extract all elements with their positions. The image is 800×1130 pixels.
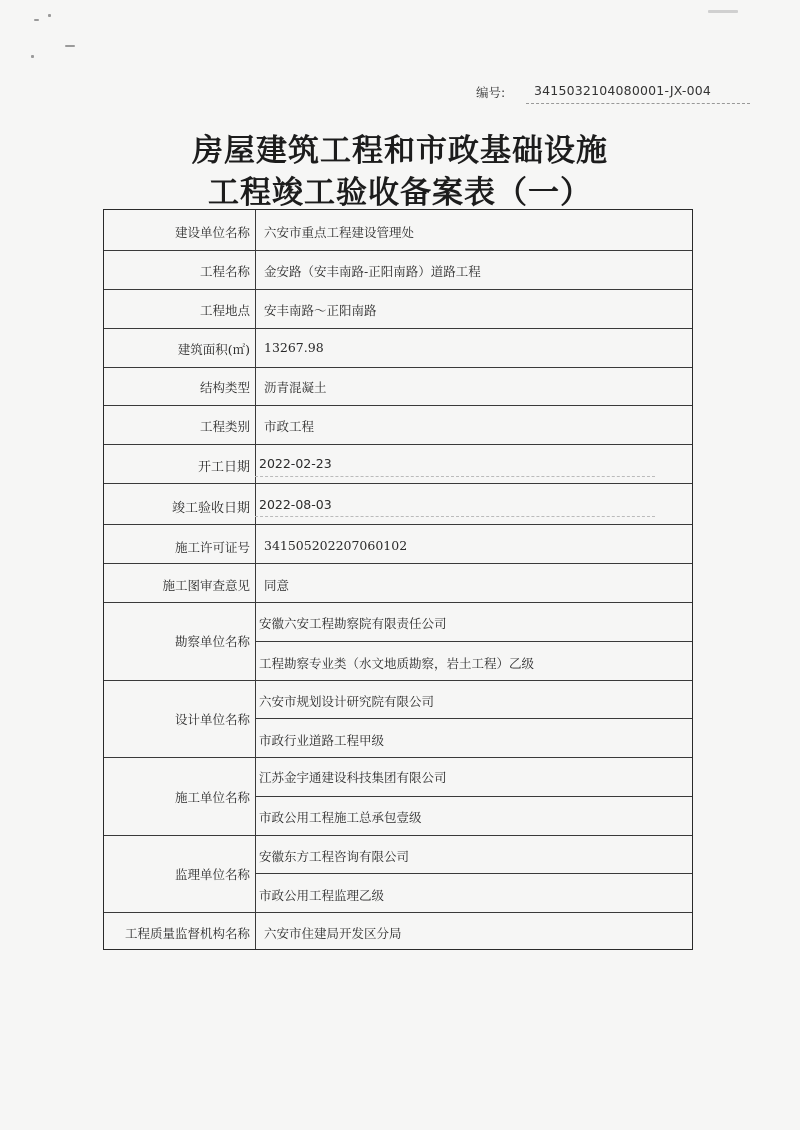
label-project-name: 工程名称: [199, 264, 250, 279]
value-survey-unit-name: 安徽六安工程勘察院有限责任公司: [259, 616, 447, 631]
label-project-category: 工程类别: [199, 419, 250, 434]
document-number: [476, 82, 750, 104]
label-construction-unit: 施工单位名称: [174, 790, 250, 805]
label-permit-number: 施工许可证号: [174, 540, 250, 555]
document-number-value: 3415032104080001-JX-004: [534, 83, 712, 98]
row-divider: [104, 835, 692, 836]
row-divider: [104, 757, 692, 758]
value-start-date: 2022-02-23: [259, 456, 332, 471]
row-divider: [255, 796, 692, 797]
row-divider: [104, 367, 692, 368]
page-title-line2: 工程竣工验收备案表（一）: [208, 175, 592, 211]
label-survey-unit: 勘察单位名称: [174, 634, 250, 649]
filing-form-table: [103, 209, 693, 950]
fill-underline: [255, 476, 655, 477]
value-quality-agency: 六安市住建局开发区分局: [264, 926, 402, 941]
document-number-label: 编号:: [476, 85, 506, 100]
value-floor-area: 13267.98: [264, 340, 324, 355]
row-divider: [104, 563, 692, 564]
label-start-date: 开工日期: [197, 460, 250, 475]
row-divider: [104, 912, 692, 913]
row-divider: [104, 680, 692, 681]
value-structure-type: 沥青混凝土: [264, 380, 327, 395]
column-divider: [255, 210, 256, 949]
row-divider: [104, 328, 692, 329]
label-construction-owner: 建设单位名称: [174, 225, 250, 240]
label-design-unit: 设计单位名称: [174, 712, 250, 727]
value-construction-unit-qualification: 市政公用工程施工总承包壹级: [259, 810, 422, 825]
value-design-unit-qualification: 市政行业道路工程甲级: [259, 733, 385, 748]
document-number-underline: [526, 103, 750, 104]
value-permit-number: 341505202207060102: [264, 538, 408, 553]
label-project-location: 工程地点: [199, 303, 250, 318]
scan-speck: [31, 55, 34, 58]
value-project-name: 金安路（安丰南路-正阳南路）道路工程: [264, 264, 481, 279]
value-construction-unit-name: 江苏金宇通建设科技集团有限公司: [259, 770, 447, 785]
row-divider: [104, 250, 692, 251]
row-divider: [104, 405, 692, 406]
value-drawing-review: 同意: [264, 578, 290, 593]
row-divider: [255, 873, 692, 874]
row-divider: [104, 483, 692, 484]
label-drawing-review: 施工图审查意见: [162, 578, 250, 593]
label-quality-agency: 工程质量监督机构名称: [124, 926, 250, 941]
value-supervision-unit-name: 安徽东方工程咨询有限公司: [259, 849, 410, 864]
row-divider: [255, 641, 692, 642]
label-supervision-unit: 监理单位名称: [174, 867, 250, 882]
scan-speck: [708, 10, 738, 13]
scan-speck: [65, 45, 75, 47]
fill-underline: [255, 516, 655, 517]
page-title-line1: 房屋建筑工程和市政基础设施: [192, 133, 608, 169]
value-construction-owner: 六安市重点工程建设管理处: [264, 225, 415, 240]
row-divider: [255, 718, 692, 719]
label-structure-type: 结构类型: [199, 380, 250, 395]
value-completion-date: 2022-08-03: [259, 497, 332, 512]
label-completion-date: 竣工验收日期: [171, 501, 250, 516]
row-divider: [104, 524, 692, 525]
scan-speck: [48, 14, 51, 17]
value-project-location: 安丰南路～正阳南路: [264, 303, 377, 318]
value-survey-unit-qualification: 工程勘察专业类（水文地质勘察，岩土工程）乙级: [259, 656, 535, 671]
value-supervision-unit-qualification: 市政公用工程监理乙级: [259, 888, 385, 903]
value-design-unit-name: 六安市规划设计研究院有限公司: [259, 694, 435, 709]
row-divider: [104, 602, 692, 603]
scan-speck: [34, 19, 39, 21]
row-divider: [104, 289, 692, 290]
value-project-category: 市政工程: [264, 419, 315, 434]
row-divider: [104, 444, 692, 445]
label-floor-area: 建筑面积(㎡): [177, 342, 250, 357]
